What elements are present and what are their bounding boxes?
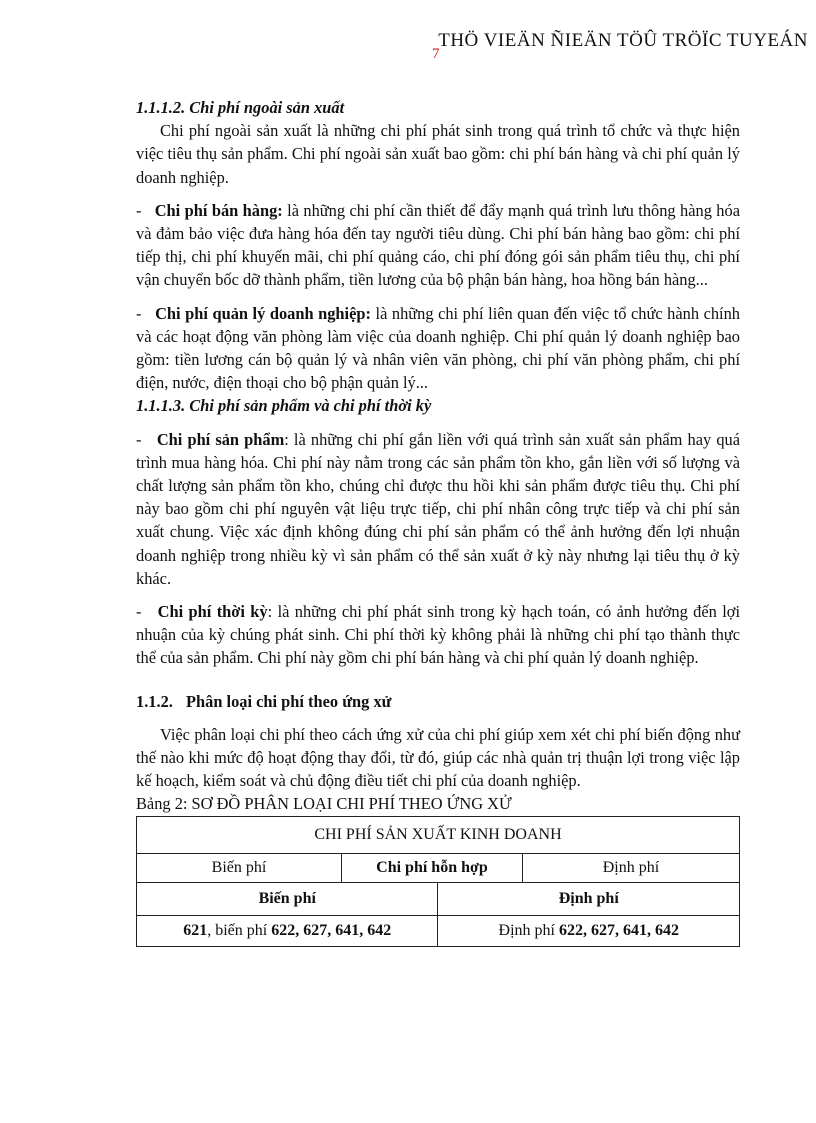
paragraph-cost-behavior: Việc phân loại chi phí theo cách ứng xử của chi phí giúp xem xét chi phí biến động như thế nào khi mức độ hoạt động thay đổi, từ đó, giúp các nhà quản trị thuận lợi trong việc lập kế hoạch, kiểm soát và chủ động điều tiết chi phí của doanh nghiệp.	[136, 724, 740, 791]
table-caption: Bảng 2: SƠ ĐỒ PHÂN LOẠI CHI PHÍ THEO ỨNG XỬ	[136, 794, 512, 814]
cell-variable-cost-bold: Biến phí	[137, 882, 438, 915]
term-product-cost: Chi phí sản phẩm	[156, 429, 285, 449]
paragraph-non-production-cost: Chi phí ngoài sản xuất là những chi phí phát sinh trong quá trình tổ chức và thực hiện việc tiêu thụ sản phẩm. Chi phí ngoài sản xuất bao gồm: chi phí bán hàng và chi phí quản lý doanh nghiệp.	[136, 121, 740, 187]
term-admin-expense: Chi phí quản lý doanh nghiệp:	[155, 303, 371, 323]
cell-fixed-accounts	[438, 915, 740, 946]
account-621: 621	[183, 922, 208, 940]
text-admin-expense: là những chi phí liên quan đến việc tổ chức hành chính và các hoạt động văn phòng làm việc của doanh nghiệp. Chi phí quản lý doanh nghiệp bao gồm: tiền lương cán bộ quản lý và nhân viên văn phòng, chi phí văn phòng phẩm, chi phí điện, nước, điện thoại cho bộ phận quản lý...	[136, 303, 740, 393]
variable-label: , biến phí	[207, 922, 272, 940]
cost-classification-table	[136, 816, 740, 947]
heading-1-1-2-title: Phân loại chi phí theo ứng xử	[186, 691, 392, 711]
term-period-cost: Chi phí thời kỳ	[157, 602, 268, 622]
cell-mixed-cost: Chi phí hỗn hợp	[342, 853, 523, 882]
table-top-header: CHI PHÍ SẢN XUẤT KINH DOANH	[137, 816, 740, 853]
text-product-cost: : là những chi phí gắn liền với quá trình sản xuất sản phẩm hay quá trình mua hàng hóa. Chi phí này nằm trong các sản phẩm tồn kho, gắn liền với số lượng và chất lượng sản phẩm tồn kho, chúng chỉ được thu hồi khi sản phẩm được tiêu thụ. Chi phí này bao gồm chi phí nguyên vật liệu trực tiếp, chi phí nhân công trực tiếp và chi phí sản xuất chung. Việc xác định không đúng chi phí sản phẩm có thể ảnh hưởng đến lợi nhuận doanh nghiệp trong nhiều kỳ vì sản phẩm có thể sản xuất ở kỳ này nhưng lại tiêu thụ ở kỳ khác.	[136, 429, 740, 588]
cell-variable-cost: Biến phí	[137, 853, 342, 882]
fixed-label: Định phí	[498, 922, 559, 940]
term-selling-expense: Chi phí bán hàng:	[154, 200, 283, 220]
header-title: THÖ VIEÄN ÑIEÄN TÖÛ TRÖÏC TUYEÁN	[438, 30, 808, 51]
heading-1-1-1-2: 1.1.1.2. Chi phí ngoài sản xuất	[136, 98, 345, 117]
document-body	[136, 96, 740, 947]
paragraph-period-cost: - Chi phí thời kỳ: là những chi phí phát sinh trong kỳ hạch toán, có ảnh hưởng đến lợi nhuận của kỳ chúng phát sinh. Chi phí thời kỳ không phải là những chi phí tạo thành thực thể của sản phẩm. Chi phí này gồm chi phí bán hàng và chi phí quản lý doanh nghiệp.	[136, 602, 740, 668]
text-selling-expense: là những chi phí cần thiết để đẩy mạnh quá trình lưu thông hàng hóa và đảm bảo việc đưa hàng hóa đến tay người tiêu dùng. Chi phí bán hàng bao gồm: chi phí tiếp thị, chi phí khuyến mãi, chi phí quảng cáo, chi phí đóng gói sản phẩm tiêu thụ, chi phí vận chuyển bốc dỡ thành phẩm, tiền lương của bộ phận bán hàng, hoa hồng bán hàng...	[136, 200, 740, 290]
text-period-cost: : là những chi phí phát sinh trong kỳ hạch toán, có ảnh hưởng đến lợi nhuận của kỳ chúng phát sinh. Chi phí thời kỳ không phải là những chi phí tạo thành thực thể của sản phẩm. Chi phí này gồm chi phí bán hàng và chi phí quản lý doanh nghiệp.	[136, 602, 740, 668]
variable-accounts-list: 622, 627, 641, 642	[271, 922, 392, 940]
cell-fixed-cost: Định phí	[522, 853, 739, 882]
paragraph-selling-expense: - Chi phí bán hàng: là những chi phí cần thiết để đẩy mạnh quá trình lưu thông hàng hóa và đảm bảo việc đưa hàng hóa đến tay người tiêu dùng. Chi phí bán hàng bao gồm: chi phí tiếp thị, chi phí khuyến mãi, chi phí quảng cáo, chi phí đóng gói sản phẩm tiêu thụ, chi phí vận chuyển bốc dỡ thành phẩm, tiền lương của bộ phận bán hàng, hoa hồng bán hàng...	[136, 200, 740, 290]
heading-1-1-2	[136, 690, 740, 713]
heading-1-1-2-number: 1.1.2.	[136, 691, 173, 711]
cell-fixed-cost-bold: Định phí	[438, 882, 740, 915]
paragraph-admin-expense: - Chi phí quản lý doanh nghiệp: là những chi phí liên quan đến việc tổ chức hành chính và các hoạt động văn phòng làm việc của doanh nghiệp. Chi phí quản lý doanh nghiệp bao gồm: tiền lương cán bộ quản lý và nhân viên văn phòng, chi phí văn phòng phẩm, chi phí điện, nước, điện thoại cho bộ phận quản lý...	[136, 303, 740, 393]
heading-1-1-1-3: 1.1.1.3. Chi phí sản phẩm và chi phí thời kỳ	[136, 396, 432, 416]
paragraph-product-cost: - Chi phí sản phẩm: là những chi phí gắn liền với quá trình sản xuất sản phẩm hay quá trình mua hàng hóa. Chi phí này nằm trong các sản phẩm tồn kho, gắn liền với số lượng và chất lượng sản phẩm tồn kho, chúng chỉ được thu hồi khi sản phẩm được tiêu thụ. Chi phí này bao gồm chi phí nguyên vật liệu trực tiếp, chi phí nhân công trực tiếp và chi phí sản xuất chung. Việc xác định không đúng chi phí sản phẩm có thể ảnh hưởng đến lợi nhuận doanh nghiệp trong nhiều kỳ vì sản phẩm có thể sản xuất ở kỳ này nhưng lại tiêu thụ ở kỳ khác.	[136, 429, 740, 588]
page-number: 7	[432, 46, 440, 62]
fixed-accounts-list: 622, 627, 641, 642	[558, 922, 679, 940]
cell-variable-accounts	[137, 915, 438, 946]
